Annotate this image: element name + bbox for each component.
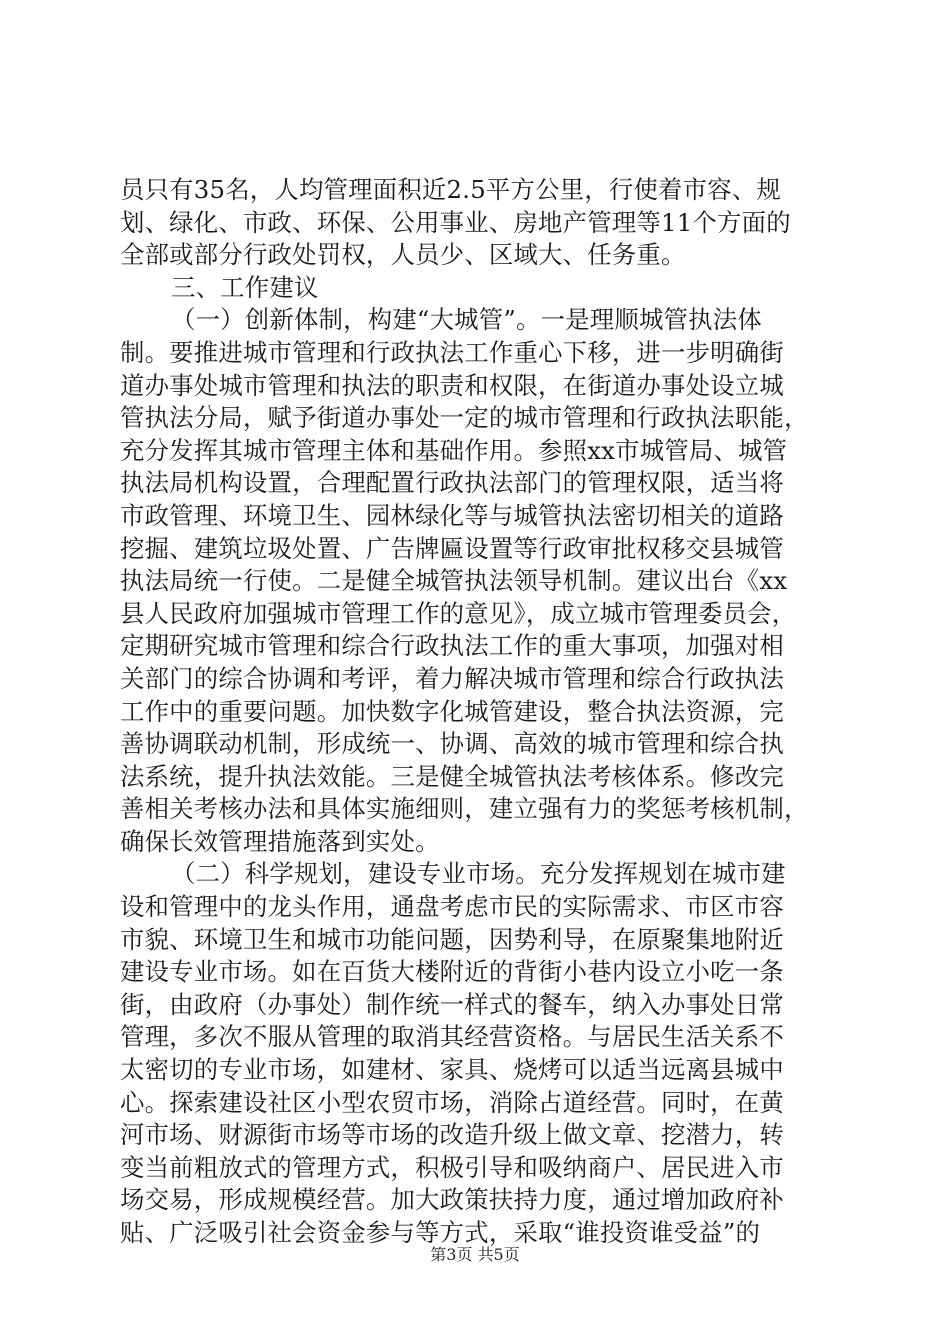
text-line: 充分发挥其城市管理主体和基础作用。参照xx市城管局、城管 (120, 435, 788, 465)
text-line: 河市场、财源街市场等市场的改造升级上做文章、挖潜力，转 (120, 1120, 784, 1150)
text-line: 法系统，提升执法效能。三是健全城管执法考核体系。修改完 (120, 761, 784, 791)
paragraph-start-line: 三、工作建议 (171, 272, 319, 302)
text-line: 建设专业市场。如在百货大楼附近的背街小巷内设立小吃一条 (120, 957, 784, 987)
text-line: 市政管理、环境卫生、园林绿化等与城管执法密切相关的道路 (120, 500, 784, 530)
text-line: 贴、广泛吸引社会资金参与等方式，采取“谁投资谁受益”的 (120, 1218, 761, 1247)
text-line: 执法局统一行使。二是健全城管执法领导机制。建议出台《xx (120, 566, 788, 596)
text-line: 道办事处城市管理和执法的职责和权限，在街道办事处设立城 (120, 370, 784, 400)
text-line: 挖掘、建筑垃圾处置、广告牌匾设置等行政审批权移交县城管 (120, 533, 784, 563)
text-line: 划、绿化、市政、环保、公用事业、房地产管理等11个方面的 (120, 207, 791, 237)
text-line: 太密切的专业市场，如建材、家具、烧烤可以适当远离县城中 (120, 1055, 784, 1085)
text-line: 员只有35名，人均管理面积近2.5平方公里，行使着市容、规 (120, 175, 782, 204)
text-line: 心。探索建设社区小型农贸市场，消除占道经营。同时，在黄 (120, 1087, 784, 1117)
text-line: 街，由政府（办事处）制作统一样式的餐车，纳入办事处日常 (120, 989, 784, 1019)
text-line: 善相关考核办法和具体实施细则，建立强有力的奖惩考核机制， (120, 794, 809, 824)
text-line: 变当前粗放式的管理方式，积极引导和吸纳商户、居民进入市 (120, 1152, 784, 1182)
text-line: 管执法分局，赋予街道办事处一定的城市管理和行政执法职能， (120, 403, 809, 433)
paragraph-start-line: （二）科学规划，建设专业市场。充分发挥规划在城市建 (171, 859, 786, 889)
text-line: 设和管理中的龙头作用，通盘考虑市民的实际需求、市区市容 (120, 892, 784, 922)
text-line: 执法局机构设置，合理配置行政执法部门的管理权限，适当将 (120, 468, 784, 498)
text-line: 工作中的重要问题。加快数字化城管建设，整合执法资源，完 (120, 696, 784, 726)
text-line: 确保长效管理措施落到实处。 (120, 826, 440, 856)
text-line: 关部门的综合协调和考评，着力解决城市管理和综合行政执法 (120, 663, 784, 693)
text-line: 制。要推进城市管理和行政执法工作重心下移，进一步明确街 (120, 337, 784, 367)
paragraph-start-line: （一）创新体制，构建“大城管”。一是理顺城管执法体 (171, 305, 762, 335)
text-line: 场交易，形成规模经营。加大政策扶持力度，通过增加政府补 (120, 1185, 784, 1215)
text-line: 县人民政府加强城市管理工作的意见》，成立城市管理委员会， (120, 598, 797, 628)
page-footer (0, 1245, 950, 1265)
page-number-label: 第3页 共5页 (430, 1245, 520, 1264)
text-line: 全部或部分行政处罚权，人员少、区域大、任务重。 (120, 240, 686, 270)
text-line: 管理，多次不服从管理的取消其经营资格。与居民生活关系不 (120, 1022, 784, 1052)
text-line: 定期研究城市管理和综合行政执法工作的重大事项，加强对相 (120, 631, 784, 661)
text-line: 市貌、环境卫生和城市功能问题，因势利导，在原聚集地附近 (120, 924, 784, 954)
document-body (120, 174, 832, 1250)
text-line: 善协调联动机制，形成统一、协调、高效的城市管理和综合执 (120, 729, 784, 759)
